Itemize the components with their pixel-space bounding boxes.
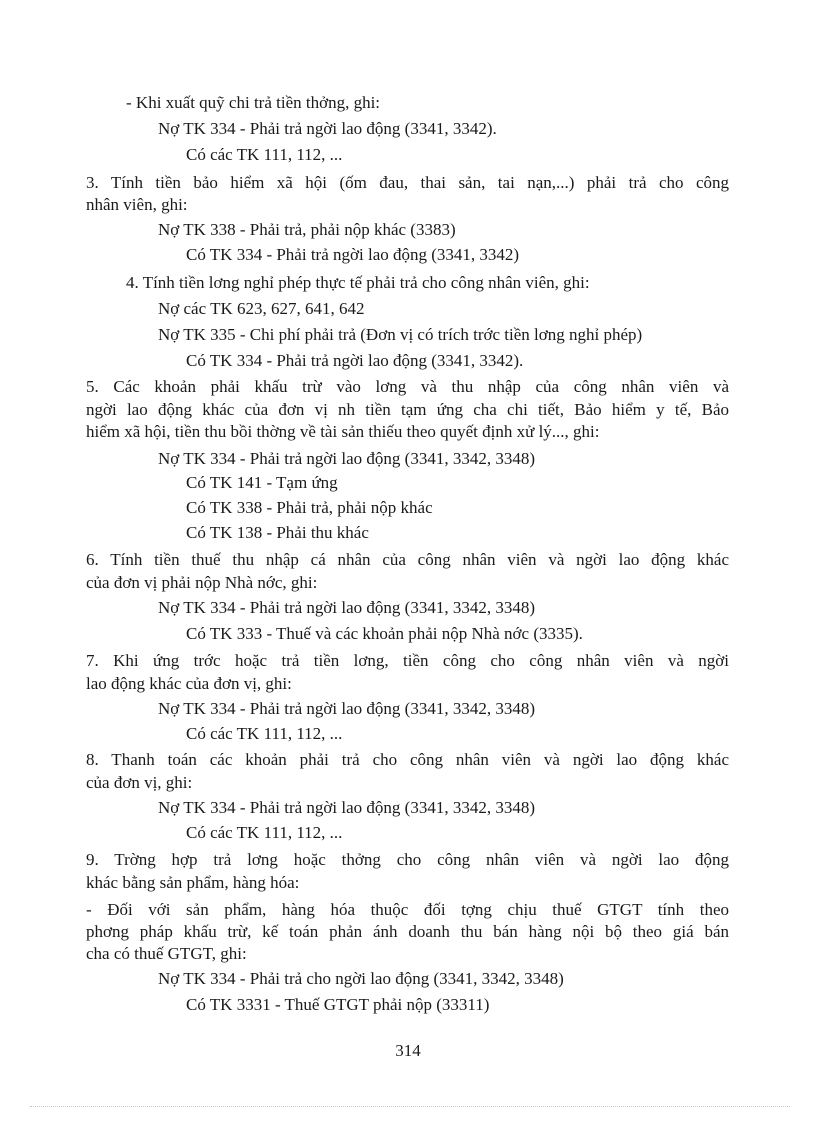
- text-line: Có các TK 111, 112, ...: [186, 145, 343, 164]
- page-bottom-border: [30, 1106, 790, 1107]
- text-line: phơng pháp khấu trừ, kế toán phản ánh doanh thu bán hàng nội bộ theo giá bán: [86, 922, 729, 941]
- text-line: 4. Tính tiền lơng nghỉ phép thực tế phải trả cho công nhân viên, ghi:: [126, 273, 590, 292]
- text-line: nhân viên, ghi:: [86, 195, 188, 214]
- text-line: Nợ các TK 623, 627, 641, 642: [158, 299, 365, 318]
- text-line: Có TK 3331 - Thuế GTGT phải nộp (33311): [186, 995, 490, 1014]
- text-line: khác bằng sản phẩm, hàng hóa:: [86, 873, 300, 892]
- text-line: Nợ TK 334 - Phải trả ngời lao động (3341, 3342, 3348): [158, 449, 535, 468]
- text-line: ngời lao động khác của đơn vị nh tiền tạm ứng cha chi tiết, Bảo hiểm y tế, Bảo: [86, 400, 729, 419]
- text-line: - Đối với sản phẩm, hàng hóa thuộc đối tợng chịu thuế GTGT tính theo: [86, 900, 729, 919]
- text-line: 3. Tính tiền bảo hiểm xã hội (ốm đau, thai sản, tai nạn,...) phải trả cho công: [86, 173, 729, 192]
- text-line: cha có thuế GTGT, ghi:: [86, 944, 247, 963]
- text-line: - Khi xuất quỹ chi trả tiền thởng, ghi:: [126, 93, 381, 112]
- text-line: của đơn vị, ghi:: [86, 773, 193, 792]
- text-line: Nợ TK 334 - Phải trả ngời lao động (3341, 3342, 3348): [158, 699, 535, 718]
- text-line: Nợ TK 334 - Phải trả cho ngời lao động (3341, 3342, 3348): [158, 969, 564, 988]
- text-line: Có TK 138 - Phải thu khác: [186, 523, 369, 542]
- text-line: Có TK 338 - Phải trả, phải nộp khác: [186, 498, 433, 517]
- text-line: Có các TK 111, 112, ...: [186, 823, 343, 842]
- text-line: Có TK 334 - Phải trả ngời lao động (3341, 3342): [186, 245, 520, 264]
- text-line: hiểm xã hội, tiền thu bồi thờng về tài sản thiếu theo quyết định xử lý..., ghi:: [86, 422, 600, 441]
- page-number: 314: [395, 1041, 421, 1060]
- text-line: Nợ TK 334 - Phải trả ngời lao động (3341, 3342).: [158, 119, 497, 138]
- text-line: 9. Trờng hợp trả lơng hoặc thởng cho công nhân viên và ngời lao động: [86, 850, 729, 869]
- text-line: Có TK 141 - Tạm ứng: [186, 473, 338, 492]
- text-line: của đơn vị phải nộp Nhà nớc, ghi:: [86, 573, 318, 592]
- text-line: Nợ TK 335 - Chi phí phải trả (Đơn vị có trích trớc tiền lơng nghỉ phép): [158, 325, 643, 344]
- text-line: Có TK 334 - Phải trả ngời lao động (3341, 3342).: [186, 351, 524, 370]
- text-line: lao động khác của đơn vị, ghi:: [86, 674, 292, 693]
- text-line: 5. Các khoản phải khấu trừ vào lơng và thu nhập của công nhân viên và: [86, 377, 729, 396]
- text-line: Nợ TK 334 - Phải trả ngời lao động (3341, 3342, 3348): [158, 598, 535, 617]
- text-line: Nợ TK 334 - Phải trả ngời lao động (3341, 3342, 3348): [158, 798, 535, 817]
- text-line: 7. Khi ứng trớc hoặc trả tiền lơng, tiền công cho công nhân viên và ngời: [86, 651, 729, 670]
- text-line: Nợ TK 338 - Phải trả, phải nộp khác (3383): [158, 220, 456, 239]
- text-line: Có TK 333 - Thuế và các khoản phải nộp Nhà nớc (3335).: [186, 624, 583, 643]
- text-line: 8. Thanh toán các khoản phải trả cho công nhân viên và ngời lao động khác: [86, 750, 729, 769]
- text-line: 6. Tính tiền thuế thu nhập cá nhân của công nhân viên và ngời lao động khác: [86, 550, 729, 569]
- text-line: Có các TK 111, 112, ...: [186, 724, 343, 743]
